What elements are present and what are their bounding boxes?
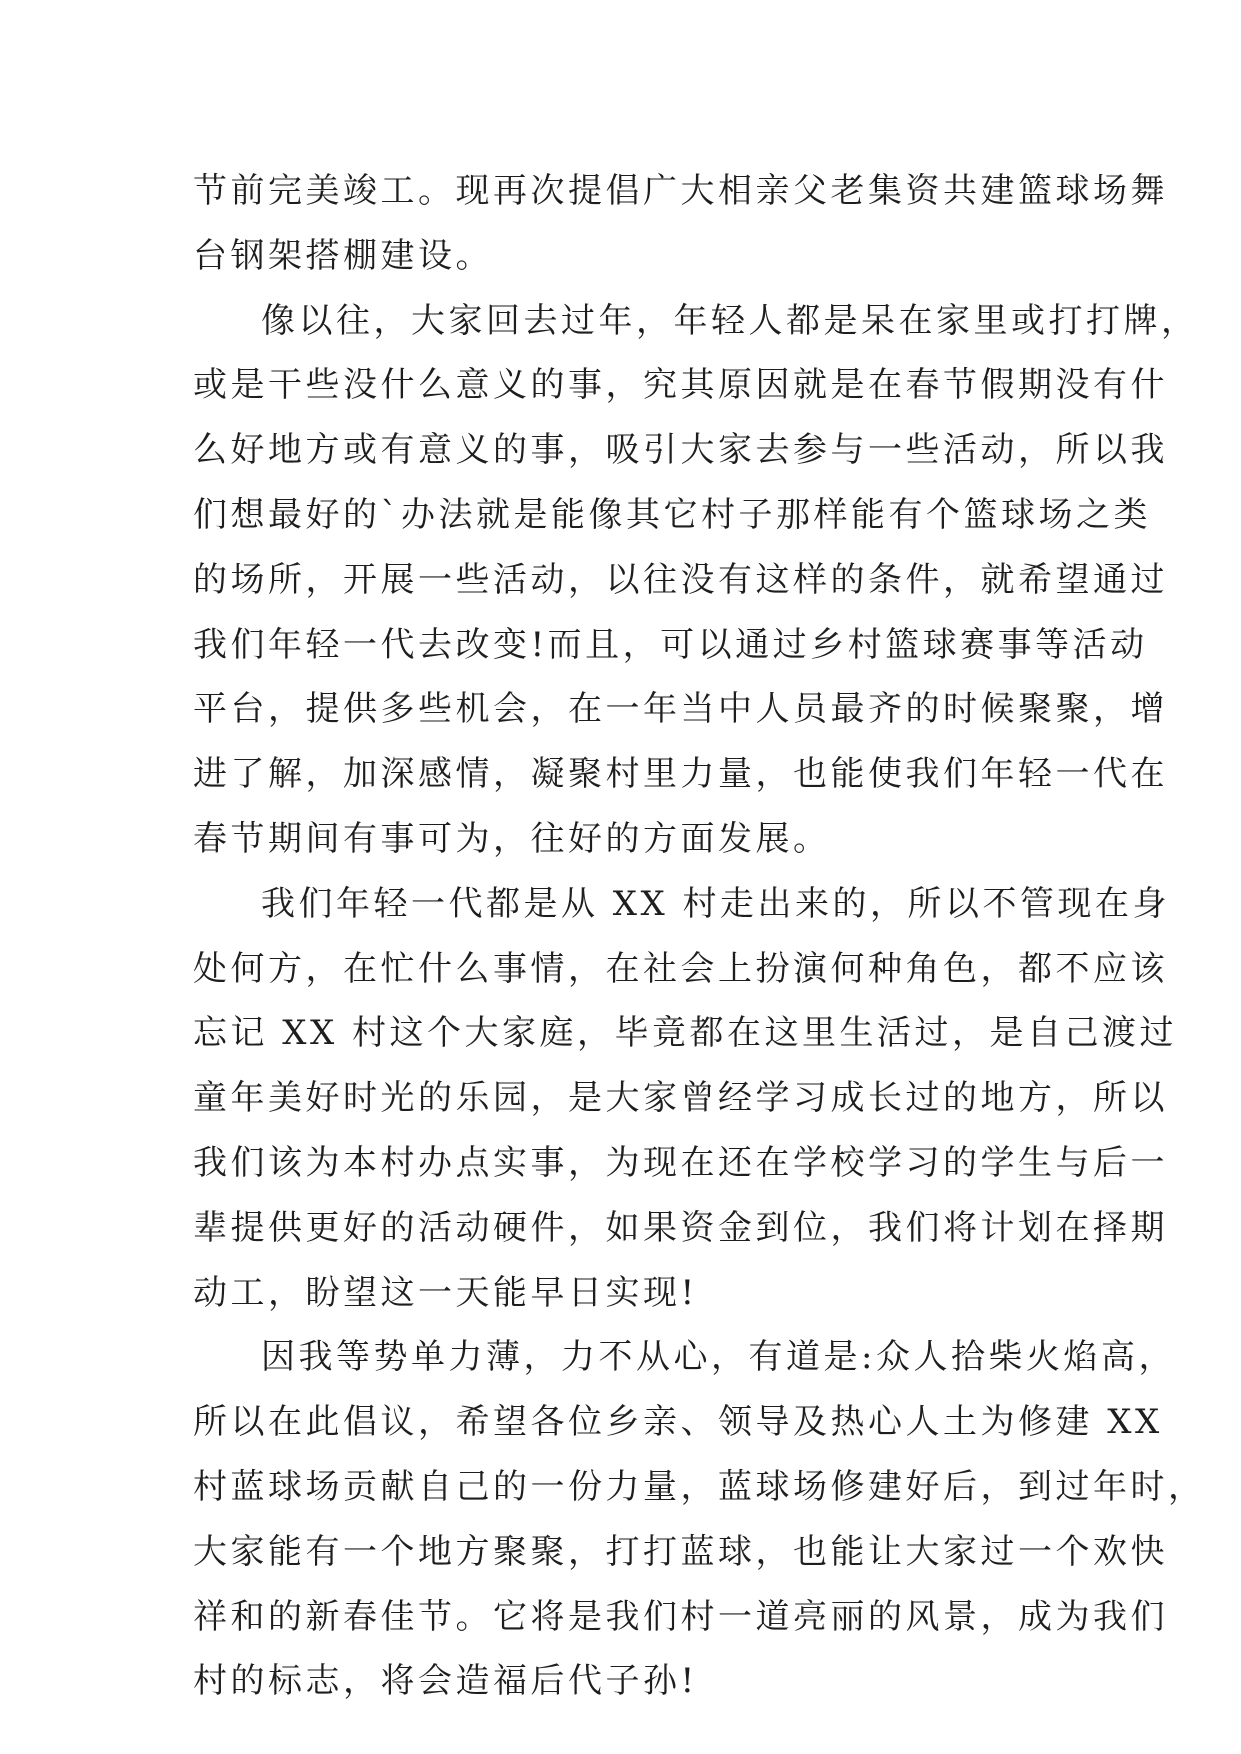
body-text: [193, 159, 1206, 1714]
text-line: 村蓝球场贡献自己的一份力量，蓝球场修建好后，到过年时，: [193, 1466, 1206, 1507]
text-line: 村的标志，将会造福后代子孙!: [193, 1661, 698, 1702]
text-line: 春节期间有事可为，往好的方面发展。: [193, 818, 831, 859]
text-line: 处何方，在忙什么事情，在社会上扮演何种角色，都不应该: [193, 948, 1168, 989]
text-line: 进了解，加深感情，凝聚村里力量，也能使我们年轻一代在: [193, 754, 1168, 795]
text-line: 节前完美竣工。现再次提倡广大相亲父老集资共建篮球场舞: [193, 171, 1168, 211]
text-line: 我们该为本村办点实事，为现在还在学校学习的学生与后一: [193, 1142, 1168, 1183]
text-line: 祥和的新春佳节。它将是我们村一道亮丽的风景，成为我们: [193, 1596, 1168, 1637]
text-line: 忘记 XX 村这个大家庭，毕竟都在这里生活过，是自己渡过: [193, 1013, 1178, 1054]
text-line: 们想最好的`办法就是能像其它村子那样能有个篮球场之类: [193, 494, 1151, 535]
paragraph-first-line: 像以往，大家回去过年，年轻人都是呆在家里或打打牌，: [261, 300, 1199, 341]
text-line: 我们年轻一代去改变!而且，可以通过乡村篮球赛事等活动: [193, 624, 1148, 665]
text-line: 的场所，开展一些活动，以往没有这样的条件，就希望通过: [193, 559, 1168, 600]
text-line: 辈提供更好的活动硬件，如果资金到位，我们将计划在择期: [193, 1207, 1168, 1248]
paragraph-first-line: 因我等势单力薄，力不从心，有道是:众人拾柴火焰高，: [261, 1337, 1176, 1378]
text-line: 童年美好时光的乐园，是大家曾经学习成长过的地方，所以: [193, 1078, 1168, 1119]
text-line: 台钢架搭棚建设。: [193, 235, 493, 276]
text-line: 或是干些没什么意义的事，究其原因就是在春节假期没有什: [193, 365, 1168, 406]
text-line: 动工，盼望这一天能早日实现!: [193, 1272, 698, 1313]
text-line: 么好地方或有意义的事，吸引大家去参与一些活动，所以我: [193, 430, 1168, 471]
text-line: 大家能有一个地方聚聚，打打蓝球，也能让大家过一个欢快: [193, 1531, 1168, 1572]
text-line: 所以在此倡议，希望各位乡亲、领导及热心人土为修建 XX: [193, 1402, 1163, 1443]
text-line: 平台，提供多些机会，在一年当中人员最齐的时候聚聚，增: [193, 689, 1168, 730]
paragraph-first-line: 我们年轻一代都是从 XX 村走出来的，所以不管现在身: [261, 883, 1171, 924]
